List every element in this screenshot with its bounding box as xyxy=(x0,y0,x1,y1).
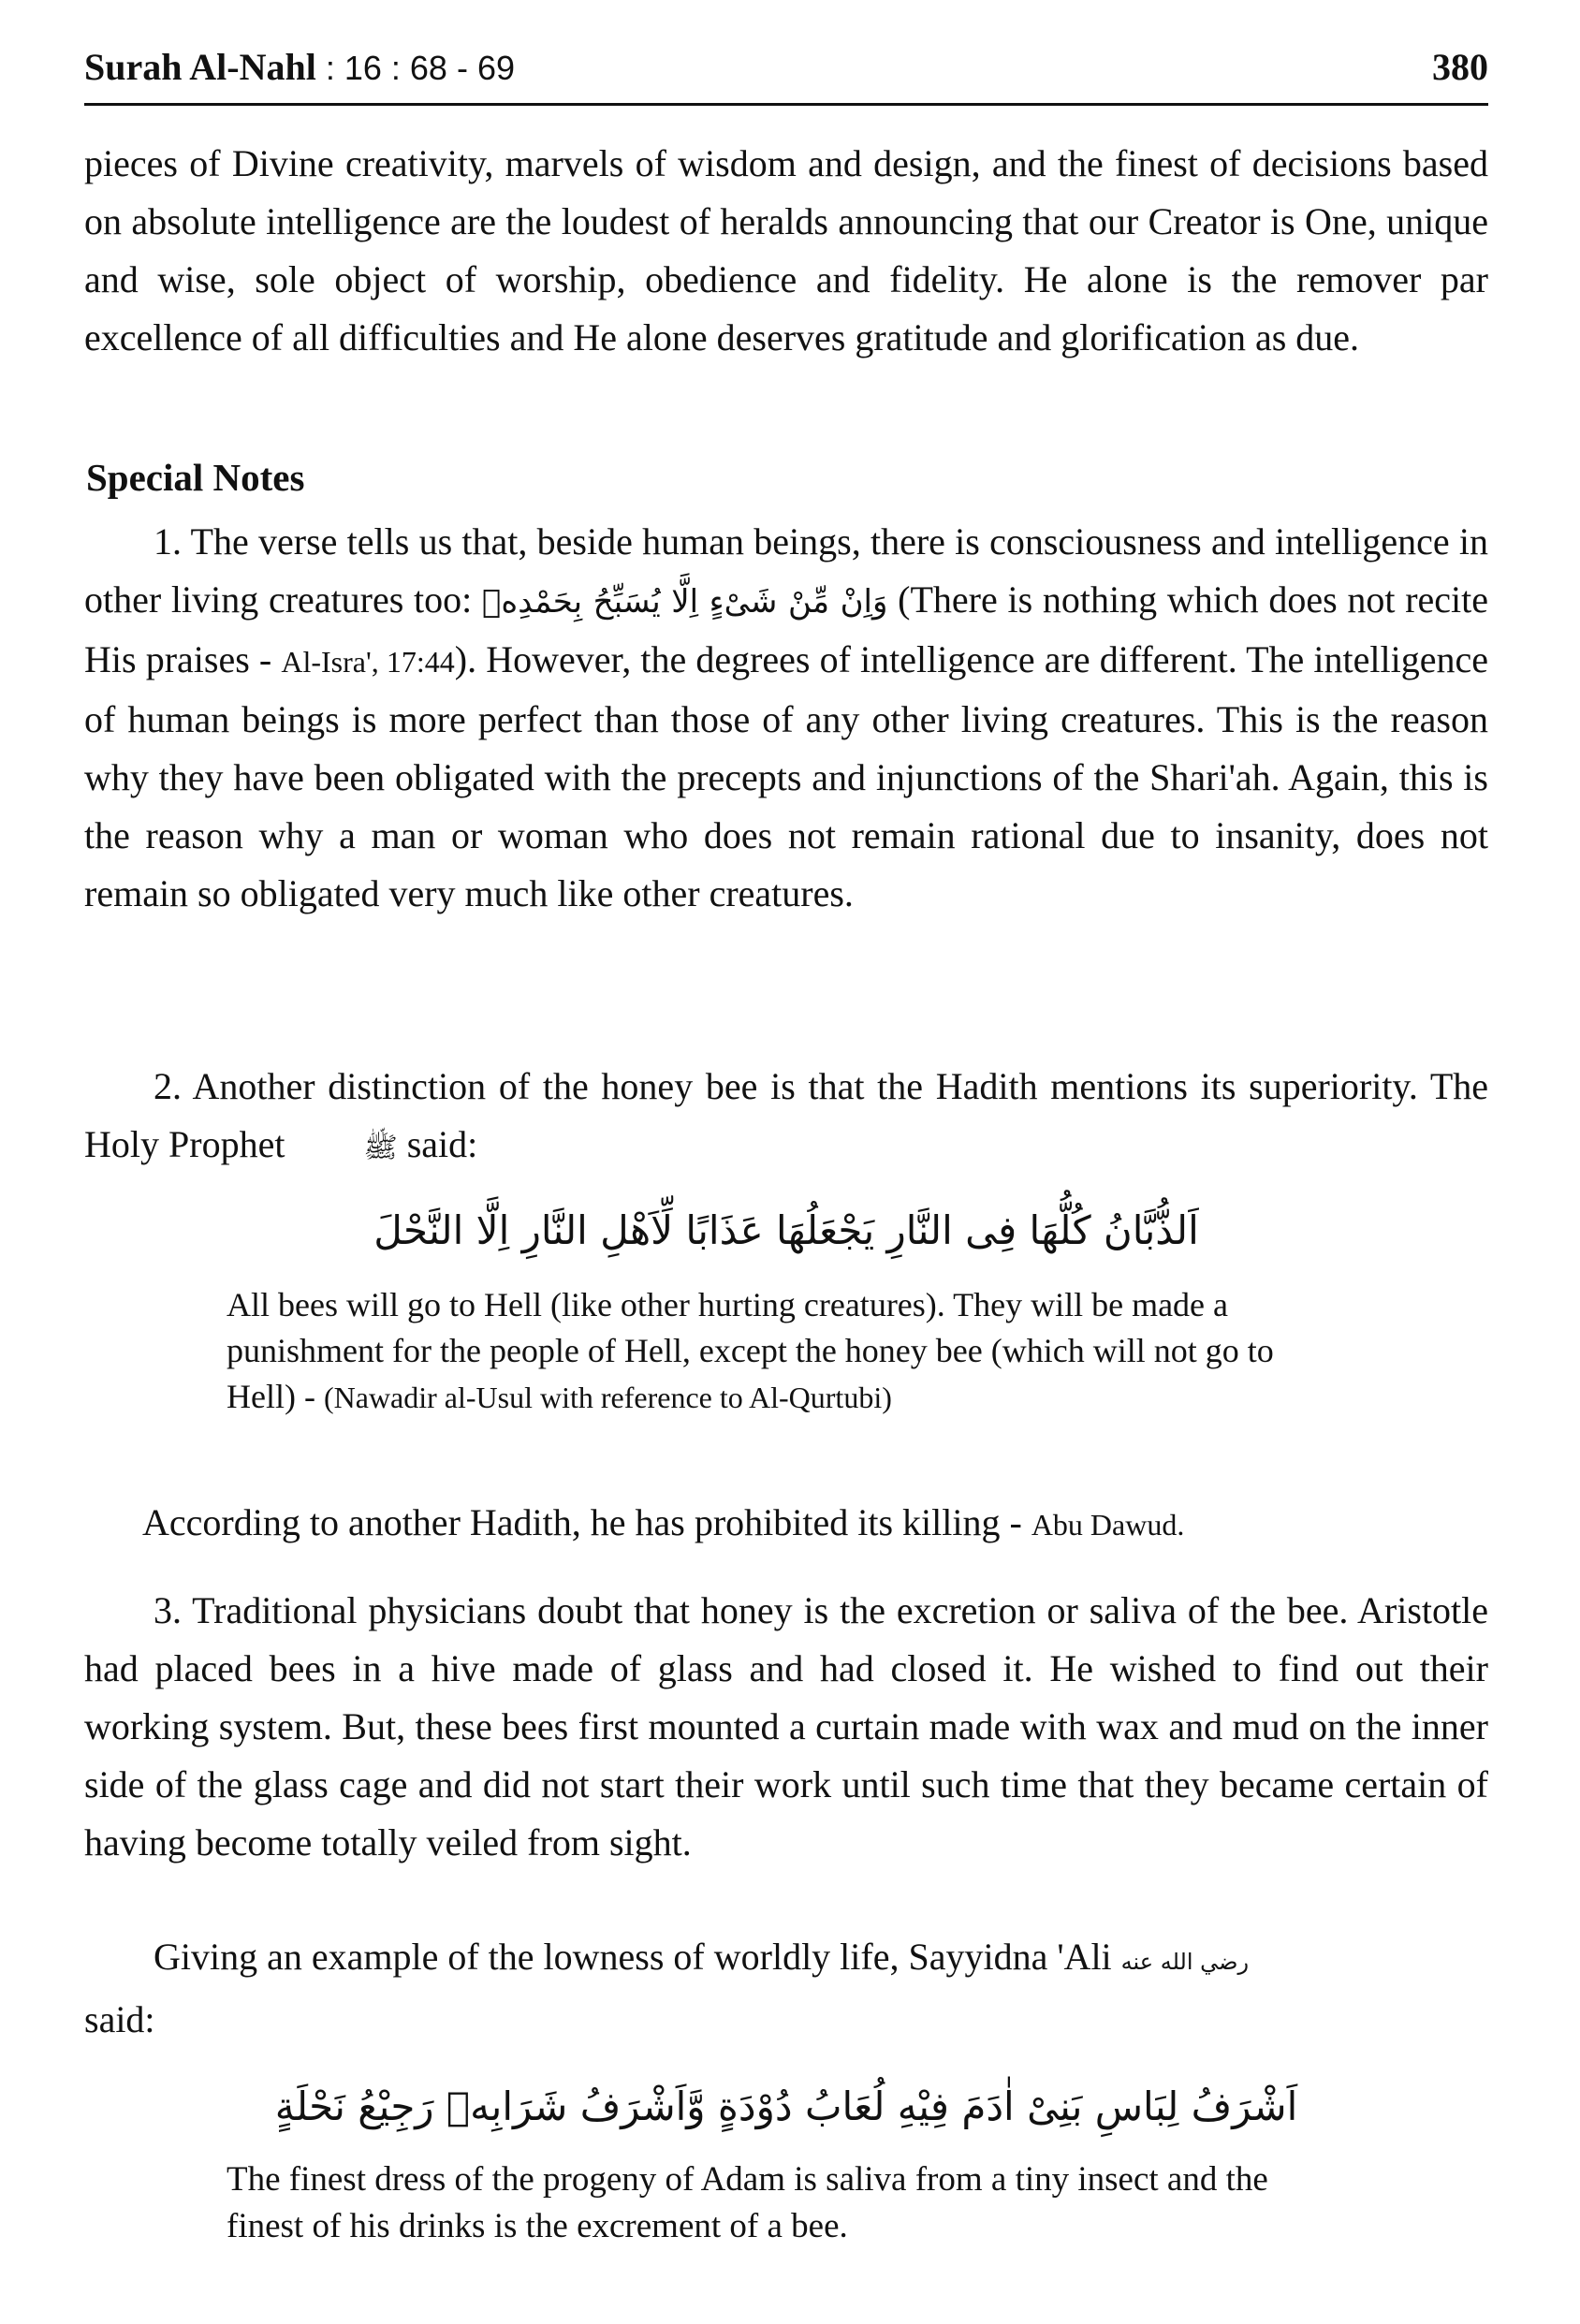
note-1-arabic-verse: وَاِنْ مِّنْ شَىْءٍ اِلَّا يُسَبِّحُ بِحَمْدِهٖ xyxy=(482,583,888,621)
ali-honorific-glyph: رضي الله عنه xyxy=(1120,1949,1250,1975)
note-2-paragraph xyxy=(84,1058,1488,1177)
page-header xyxy=(84,39,1488,106)
note-2-said: said: xyxy=(397,1123,478,1165)
ali-quote-intro xyxy=(84,1928,1488,2049)
page-number: 380 xyxy=(1432,46,1488,88)
note-3-paragraph: 3. Traditional physicians doubt that honey is the excretion or saliva of the bee. Aristotle had placed bees in a hive made of glass and had closed it. He wished to find out their working system. But, these bees first mounted a curtain made with wax and mud on the inner side of the glass cage and did not start their work until such time that they became certain of having become totally veiled from sight. xyxy=(84,1589,1488,1864)
running-title xyxy=(84,45,515,89)
ali-quote-translation: The finest dress of the progeny of Adam is saliva from a tiny insect and the finest of his drinks is the excrement of a bee. xyxy=(227,2160,1268,2245)
hadith-translation-source: (Nawadir al-Usul with reference to Al-Qurtubi) xyxy=(323,1381,892,1414)
ali-said: said: xyxy=(84,1998,155,2040)
another-hadith-text: According to another Hadith, he has prohibited its killing - xyxy=(142,1501,1031,1543)
hadith-arabic-text: اَلذُّبَّانُ كُلُّهَا فِى النَّارِ يَجْعَلُهَا عَذَابًا لِّاَهْلِ النَّارِ اِلَّا النَّحْلَ xyxy=(373,1207,1199,1253)
ali-intro-text: Giving an example of the lowness of worldly life, Sayyidna 'Ali xyxy=(154,1936,1112,1978)
special-notes-heading: Special Notes xyxy=(86,456,305,499)
verse-reference: : 16 : 68 - 69 xyxy=(315,49,515,87)
note-1-part1: 1. The verse tells us that, beside human beings, there is consciousness and intelligence in other living creatures too: xyxy=(84,520,1488,621)
another-hadith-source: Abu Dawud. xyxy=(1031,1508,1185,1542)
note-1-citation: Al-Isra', 17:44 xyxy=(281,645,455,679)
hadith-translation-text: All bees will go to Hell (like other hurting creatures). They will be made a punishment for the people of Hell, except the honey bee (which will not go to Hell) - xyxy=(227,1286,1274,1415)
hadith-translation xyxy=(227,1282,1350,1421)
ali-quote-arabic: اَشْرَفُ لِبَاسِ بَنِىْ اٰدَمَ فِيْهِ لُعَابُ دُوْدَةٍ وَّاَشْرَفُ شَرَابِهٖ رَجِيْعُ نَحْلَةٍ xyxy=(274,2083,1298,2129)
note-1-part2: (There is nothing which does not recite His praises - xyxy=(84,578,1489,680)
intro-paragraph: pieces of Divine creativity, marvels of wisdom and design, and the finest of decisions based on absolute intelligence are the loudest of heralds announcing that our Creator is One, unique and wise, sole object of worship, obedience and fidelity. He alone is the remover par excellence of all difficulties and He alone deserves gratitude and glorification as due. xyxy=(84,142,1488,358)
surah-name: Surah Al-Nahl xyxy=(84,46,316,88)
note-1-paragraph xyxy=(84,513,1488,923)
another-hadith-line xyxy=(142,1494,1490,1554)
note-2-text: 2. Another distinction of the honey bee is that the Hadith mentions its superiority. The Holy Prophet xyxy=(84,1065,1488,1165)
prophet-honorific-glyph: ﷺ xyxy=(363,1131,398,1164)
note-1-part3: ). However, the degrees of intelligence are different. The intelligence of human beings is more perfect than those of any other living creatures. This is the reason why they have been obligated with the precepts and injunctions of the Shari'ah. Again, this is the reason why a man or woman who does not remain rational due to insanity, does not remain so obligated very much like other creatures. xyxy=(84,638,1488,914)
